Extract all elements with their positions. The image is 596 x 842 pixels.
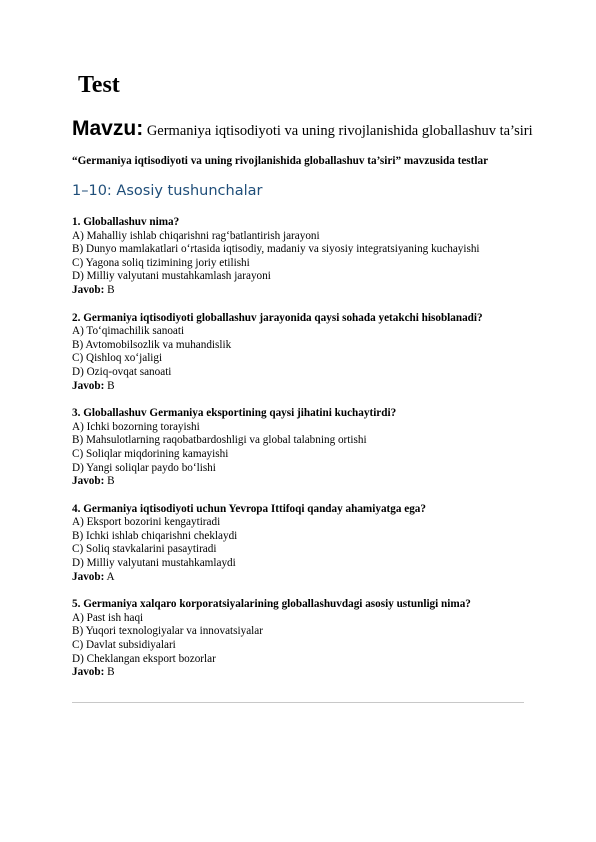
question-block	[72, 216, 532, 298]
answer-option: C) Soliqlar miqdorining kamayishi	[72, 447, 229, 460]
horizontal-divider	[72, 702, 524, 703]
answer-value: A	[104, 570, 115, 583]
question-block	[72, 503, 532, 585]
question-title: 4. Germaniya iqtisodiyoti uchun Yevropa Ittifoqi qanday ahamiyatga ega?	[72, 502, 426, 515]
topic-line	[72, 116, 533, 144]
topic-label: Mavzu	[72, 117, 137, 140]
question-list	[72, 216, 532, 694]
answer-option: B) Yuqori texnologiyalar va innovatsiyalar	[72, 625, 263, 638]
answer-option: B) Avtomobilsozlik va muhandislik	[72, 338, 232, 351]
question-block	[72, 312, 532, 394]
answer-line	[72, 475, 532, 489]
answer-option: C) Yagona soliq tizimining joriy etilishi	[72, 256, 250, 269]
answer-label: Javob:	[72, 475, 105, 488]
answer-option: C) Qishloq xo‘jaligi	[72, 352, 163, 365]
answer-option: D) Milliy valyutani mustahkamlash jarayoni	[72, 270, 271, 283]
document-title: Test	[78, 72, 120, 98]
answer-label: Javob:	[72, 283, 105, 296]
topic-text: Germaniya iqtisodiyoti va uning rivojlanishida globallashuv ta’siri	[143, 123, 533, 139]
answer-option: A) To‘qimachilik sanoati	[72, 325, 185, 338]
question-block	[72, 598, 532, 680]
answer-line	[72, 666, 532, 680]
answer-option: A) Past ish haqi	[72, 611, 144, 624]
question-title: 5. Germaniya xalqaro korporatsiyalarining globallashuvdagi asosiy ustunligi nima?	[72, 598, 471, 611]
answer-option: B) Dunyo mamlakatlari o‘rtasida iqtisodiy, madaniy va siyosiy integratsiyaning kuchayishi	[72, 243, 480, 256]
answer-option: A) Eksport bozorini kengaytiradi	[72, 516, 221, 529]
answer-line	[72, 571, 532, 585]
answer-line	[72, 380, 532, 394]
question-block	[72, 407, 532, 489]
answer-option: C) Soliq stavkalarini pasaytiradi	[72, 543, 217, 556]
answer-value: B	[104, 666, 115, 679]
question-title: 3. Globallashuv Germaniya eksportining qaysi jihatini kuchaytirdi?	[72, 407, 397, 420]
answer-option: D) Yangi soliqlar paydo bo‘lishi	[72, 461, 216, 474]
answer-option: A) Ichki bozorning torayishi	[72, 420, 200, 433]
answer-option: D) Oziq-ovqat sanoati	[72, 365, 172, 378]
answer-option: A) Mahalliy ishlab chiqarishni rag‘batlantirish jarayoni	[72, 229, 320, 242]
answer-value: B	[104, 283, 115, 296]
answer-option: D) Cheklangan eksport bozorlar	[72, 652, 216, 665]
answer-option: D) Milliy valyutani mustahkamlaydi	[72, 557, 236, 570]
question-title: 2. Germaniya iqtisodiyoti globallashuv jarayonida qaysi sohada yetakchi hisoblanadi?	[72, 311, 483, 324]
answer-option: B) Mahsulotlarning raqobatbardoshligi va global talabning ortishi	[72, 434, 367, 447]
section-heading: 1–10: Asosiy tushunchalar	[72, 183, 263, 199]
answer-line	[72, 284, 532, 298]
answer-label: Javob:	[72, 570, 105, 583]
answer-label: Javob:	[72, 666, 105, 679]
answer-option: C) Davlat subsidiyalari	[72, 639, 176, 652]
topic-separator: :	[136, 117, 144, 140]
question-title: 1. Globallashuv nima?	[72, 216, 180, 228]
answer-label: Javob:	[72, 379, 105, 392]
test-subheading: “Germaniya iqtisodiyoti va uning rivojlanishida globallashuv ta’siri” mavzusida testlar	[72, 155, 489, 167]
answer-option: B) Ichki ishlab chiqarishni cheklaydi	[72, 529, 238, 542]
answer-value: B	[104, 379, 115, 392]
answer-value: B	[104, 475, 115, 488]
